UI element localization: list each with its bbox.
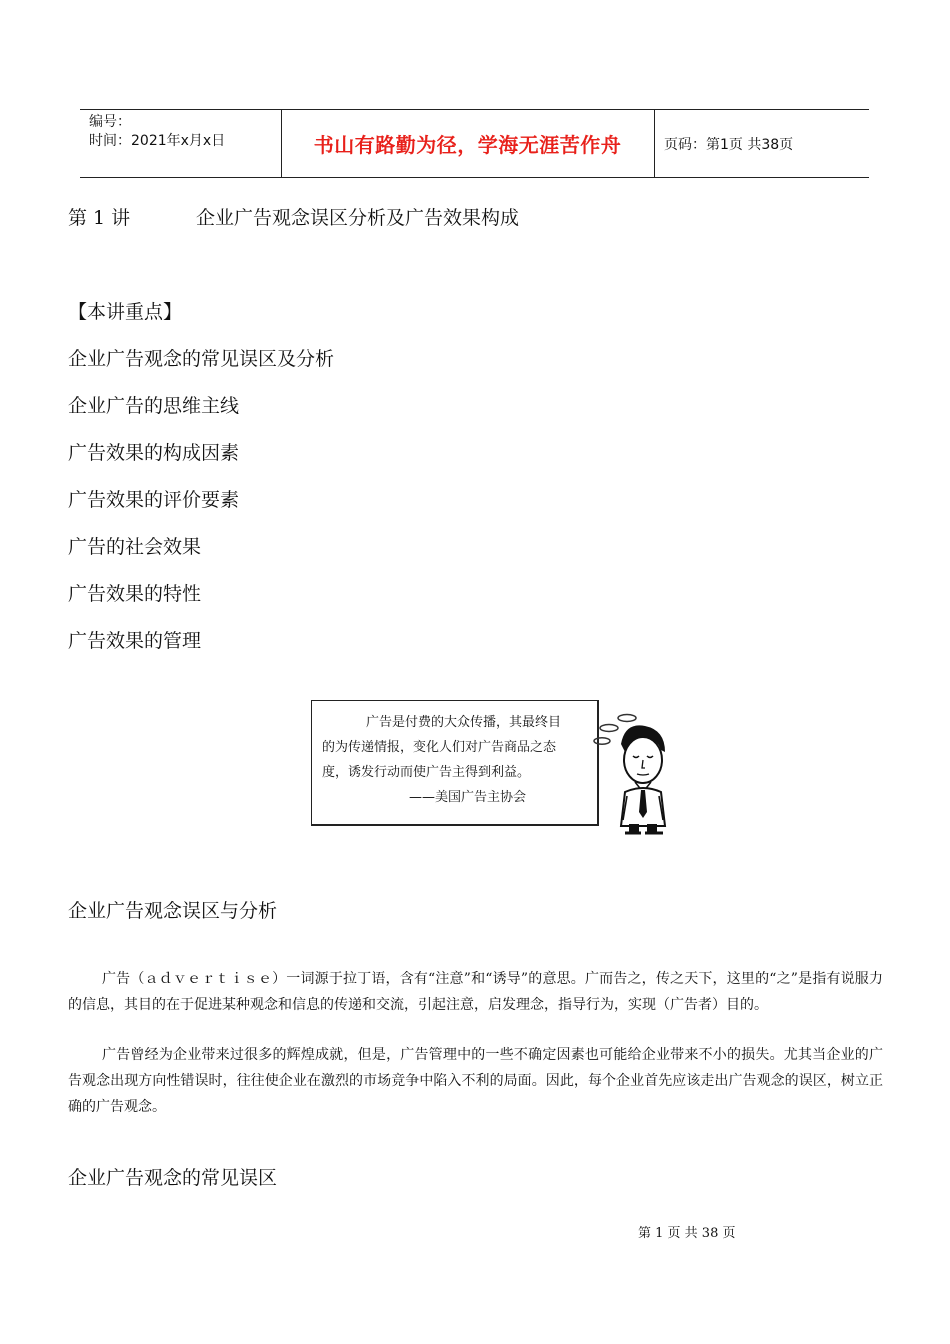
page-footer: 第 1 页 共 38 页 [638,1226,736,1241]
quote-line: 的为传递情报，变化人们对广告商品之态 [322,740,557,755]
quote-box [311,700,599,826]
quote-line: 度，诱发行动而使广告主得到利益。 [322,765,531,780]
motto: 书山有路勤为径，学海无涯苦作舟 [281,110,655,177]
key-point-item: 广告的社会效果 [68,536,202,558]
paragraph: 广告（ａｄｖｅｒｔｉｓｅ）一词源于拉丁语，含有“注意”和“诱导”的意思。广而告之，传之天下，这里的“之”是指有说服力的信息，其目的在于促进某种观念和信息的传递和交流，引起注意，启发理念，指导行为，实现（广告者）目的。 [68,971,883,1013]
section-heading: 企业广告观念误区与分析 [68,900,278,922]
section-heading: 企业广告观念的常见误区 [68,1167,278,1189]
header-table [80,109,869,178]
page-code: 页码：第1页 共38页 [664,136,794,153]
key-point-item: 广告效果的管理 [68,630,202,652]
paragraph: 广告曾经为企业带来过很多的辉煌成就，但是，广告管理中的一些不确定因素也可能给企业带来不小的损失。尤其当企业的广告观念出现方向性错误时，往往使企业在激烈的市场竞争中陷入不利的局面。因此，每个企业首先应该走出广告观念的误区，树立正确的广告观念。 [68,1047,883,1115]
quote-line: 广告是付费的大众传播，其最终目 [366,715,562,730]
cartoon-man-icon [585,708,680,836]
key-points-heading: 【本讲重点】 [68,301,183,323]
key-point-item: 广告效果的评价要素 [68,489,240,511]
key-point-item: 广告效果的特性 [68,583,202,605]
quote-source: ——美国广告主协会 [409,790,527,805]
key-point-item: 企业广告观念的常见误区及分析 [68,348,335,370]
key-point-item: 企业广告的思维主线 [68,395,240,417]
number-label: 编号： [89,114,131,130]
time-label: 时间：2021年x月x日 [89,133,226,149]
lecture-title: 企业广告观念误区分析及广告效果构成 [196,207,520,229]
key-point-item: 广告效果的构成因素 [68,442,240,464]
lecture-number: 第 1 讲 [68,207,131,229]
header-info-cell [80,110,282,177]
